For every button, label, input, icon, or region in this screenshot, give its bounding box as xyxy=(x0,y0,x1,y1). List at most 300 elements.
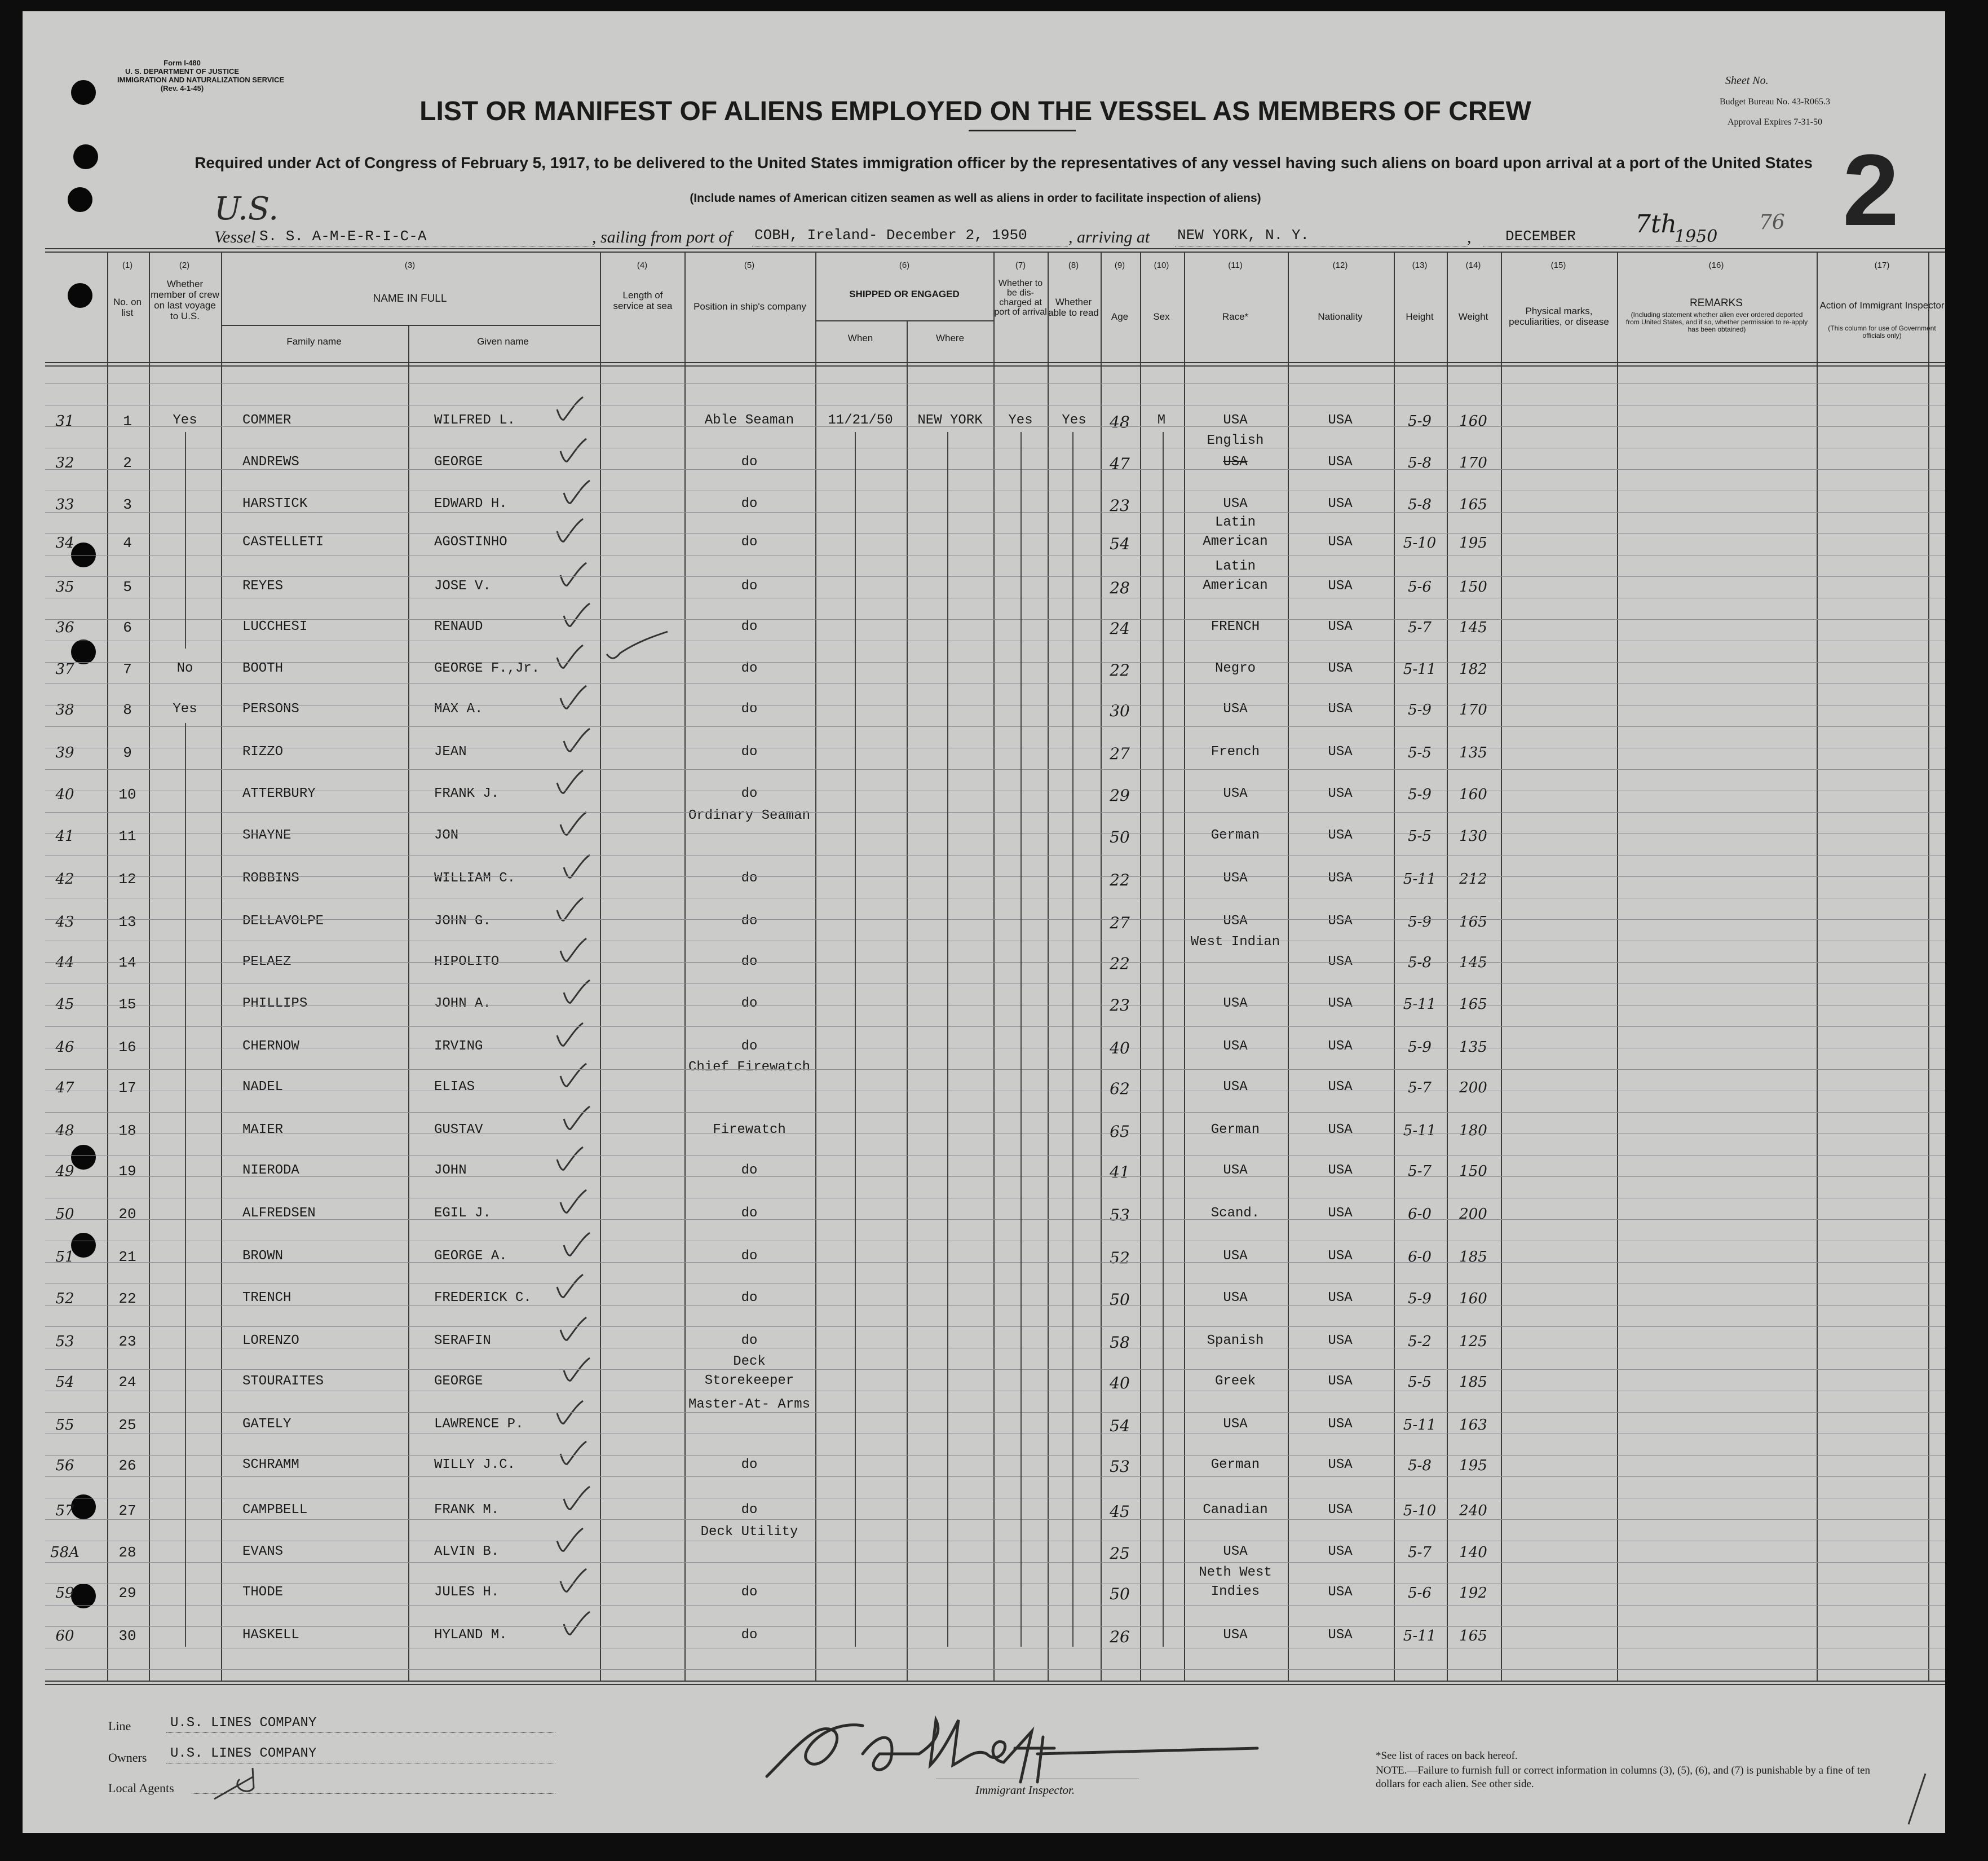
penalty-note: NOTE.—Failure to furnish full or correct information in columns (3), (5), (6), and (7) is punishable by a fine of ten dollars for each alien. See other side. xyxy=(1376,1765,1870,1790)
check-mark xyxy=(553,515,586,549)
height: 5-11 xyxy=(1403,1628,1437,1644)
grid-vline xyxy=(1394,252,1395,1681)
owners-value: U.S. LINES COMPANY xyxy=(170,1746,317,1761)
position: Deck Storekeeper xyxy=(704,1354,794,1388)
line-number: 34 xyxy=(55,535,74,552)
race: Canadian xyxy=(1203,1502,1268,1518)
age: 29 xyxy=(1110,786,1130,805)
given-name: JON xyxy=(434,828,459,843)
position: do xyxy=(741,1290,758,1306)
col-header-age: Age xyxy=(1111,311,1129,322)
line-number: 44 xyxy=(55,954,74,971)
list-number: 1 xyxy=(123,413,132,430)
height: 5-7 xyxy=(1408,1544,1432,1561)
position: Deck Utility xyxy=(700,1524,798,1540)
family-name: ATTERBURY xyxy=(242,786,316,801)
sheet-label: Sheet No. xyxy=(1725,74,1769,87)
list-number: 8 xyxy=(123,702,132,718)
weight: 130 xyxy=(1459,828,1487,845)
requirement-text: Required under Act of Congress of February 5, 1917, to be delivered to the United States immigration officer by the representatives of any vessel having such aliens on board upon arrival at a port of the United States xyxy=(195,154,1813,171)
grid-hline xyxy=(45,1455,1945,1456)
inspector-label: Immigrant Inspector. xyxy=(975,1783,1075,1797)
age: 58 xyxy=(1110,1333,1130,1352)
position: do xyxy=(741,535,758,550)
check-mark xyxy=(559,1483,593,1517)
list-number: 18 xyxy=(118,1122,136,1139)
given-name: JOHN xyxy=(434,1163,467,1178)
list-number: 3 xyxy=(123,496,132,513)
position: do xyxy=(741,1163,758,1178)
given-name: GEORGE F.,Jr. xyxy=(434,661,540,676)
title-underline xyxy=(969,130,1076,131)
grid-vline xyxy=(1101,252,1102,1681)
age: 23 xyxy=(1110,996,1130,1015)
grid-hline xyxy=(45,1681,1945,1682)
nationality: USA xyxy=(1328,1457,1353,1472)
ditto-line xyxy=(1020,432,1022,1647)
form-department: U. S. DEPARTMENT OF JUSTICE xyxy=(125,67,239,76)
list-number: 4 xyxy=(123,535,132,552)
ditto-line xyxy=(185,723,186,1647)
grid-hline xyxy=(45,1562,1945,1563)
col-num-17: (17) xyxy=(1874,261,1890,270)
grid-hline xyxy=(45,365,1945,367)
date-year: 1950 xyxy=(1675,227,1718,246)
list-number: 6 xyxy=(123,619,132,636)
last-voyage: Yes xyxy=(173,413,197,428)
race: USA xyxy=(1223,1079,1248,1095)
given-name: LAWRENCE P. xyxy=(434,1417,524,1432)
height: 5-7 xyxy=(1408,619,1432,636)
manifest-sheet xyxy=(23,11,1945,1833)
weight: 160 xyxy=(1459,1290,1487,1307)
height: 5-11 xyxy=(1403,1122,1437,1139)
weight: 200 xyxy=(1459,1206,1487,1223)
line-number: 49 xyxy=(55,1163,74,1180)
height: 5-9 xyxy=(1408,914,1432,930)
agent-scribble xyxy=(209,1765,276,1805)
nationality: USA xyxy=(1328,1628,1353,1643)
race: USA xyxy=(1223,914,1248,929)
handwritten-us: U.S. xyxy=(214,191,279,227)
vessel-label: Vessel xyxy=(214,228,256,246)
height: 5-8 xyxy=(1408,954,1432,971)
line-number: 48 xyxy=(55,1122,74,1139)
weight: 163 xyxy=(1459,1417,1487,1434)
age: 50 xyxy=(1110,1290,1130,1309)
weight: 185 xyxy=(1459,1374,1487,1391)
check-mark xyxy=(553,1144,586,1178)
weight: 195 xyxy=(1459,535,1487,552)
position: do xyxy=(741,455,758,470)
age: 54 xyxy=(1110,535,1130,553)
position: do xyxy=(741,914,758,929)
given-name: JOHN G. xyxy=(434,914,491,929)
nationality: USA xyxy=(1328,744,1353,760)
weight: 192 xyxy=(1459,1585,1487,1602)
list-number: 28 xyxy=(118,1544,136,1561)
col-header-where: Where xyxy=(935,333,965,343)
given-name: GUSTAV xyxy=(434,1122,483,1137)
nationality: USA xyxy=(1328,1249,1353,1264)
grid-hline xyxy=(45,1262,1945,1263)
nationality: USA xyxy=(1328,996,1353,1011)
grid-hline xyxy=(45,812,1945,813)
col-header-name: NAME IN FULL xyxy=(373,293,447,305)
grid-hline xyxy=(45,1626,1945,1627)
family-name: LORENZO xyxy=(242,1333,299,1348)
age: 22 xyxy=(1110,661,1130,680)
col-header-height: Height xyxy=(1406,311,1434,322)
line-number: 46 xyxy=(55,1039,74,1056)
position: do xyxy=(741,619,758,634)
nationality: USA xyxy=(1328,1039,1353,1054)
list-number: 17 xyxy=(118,1079,136,1096)
line-number: 52 xyxy=(55,1290,74,1307)
race: Scand. xyxy=(1211,1206,1260,1221)
height: 5-11 xyxy=(1403,871,1437,888)
race: USA xyxy=(1223,1544,1248,1559)
nationality: USA xyxy=(1328,871,1353,886)
col-num-13: (13) xyxy=(1412,261,1428,270)
line-number: 53 xyxy=(55,1333,74,1350)
given-name: ALVIN B. xyxy=(434,1544,500,1559)
grid-vline xyxy=(221,252,222,1681)
race: USA xyxy=(1223,1249,1248,1264)
races-note: *See list of races on back hereof. xyxy=(1376,1750,1518,1762)
position: do xyxy=(741,954,758,969)
weight: 165 xyxy=(1459,914,1487,930)
line-number: 60 xyxy=(55,1628,74,1644)
family-name: EVANS xyxy=(242,1544,284,1559)
weight: 165 xyxy=(1459,996,1487,1013)
check-mark xyxy=(559,1608,593,1642)
height: 5-5 xyxy=(1408,828,1432,845)
col-num-5: (5) xyxy=(744,261,755,270)
height: 5-8 xyxy=(1408,455,1432,471)
height: 5-9 xyxy=(1408,413,1432,430)
position: do xyxy=(741,744,758,760)
form-number: Form I-480 xyxy=(164,59,201,67)
position: Able Seaman xyxy=(704,413,794,428)
list-number: 14 xyxy=(118,954,136,971)
line-number: 56 xyxy=(55,1457,74,1474)
line-number: 35 xyxy=(55,579,74,596)
line-number: 59 xyxy=(55,1585,74,1602)
age: 47 xyxy=(1110,455,1130,473)
position: do xyxy=(741,786,758,801)
age: 53 xyxy=(1110,1206,1130,1224)
col-num-11: (11) xyxy=(1228,261,1243,270)
list-number: 25 xyxy=(118,1417,136,1434)
nationality: USA xyxy=(1328,413,1353,428)
col-header-shipped: SHIPPED OR ENGAGED xyxy=(849,289,960,299)
col-num-3: (3) xyxy=(404,261,416,270)
age: 27 xyxy=(1110,744,1130,763)
list-number: 22 xyxy=(118,1290,136,1307)
line-number: 45 xyxy=(55,996,74,1013)
check-mark xyxy=(556,682,590,716)
nationality: USA xyxy=(1328,1544,1353,1559)
given-name: IRVING xyxy=(434,1039,483,1054)
ditto-line xyxy=(185,432,186,649)
list-number: 10 xyxy=(118,786,136,803)
position: do xyxy=(741,1333,758,1348)
family-name: ROBBINS xyxy=(242,871,299,886)
height: 5-9 xyxy=(1408,1039,1432,1056)
age: 48 xyxy=(1110,413,1130,431)
family-name: HASKELL xyxy=(242,1628,299,1643)
col-header-when: When xyxy=(847,333,873,343)
race: Latin American xyxy=(1203,515,1268,549)
nationality: USA xyxy=(1328,1290,1353,1306)
weight: 170 xyxy=(1459,455,1487,471)
weight: 240 xyxy=(1459,1502,1487,1519)
weight: 165 xyxy=(1459,496,1487,513)
col-header-family-name: Family name xyxy=(286,336,342,347)
grid-hline xyxy=(45,1369,1945,1370)
position: do xyxy=(741,1585,758,1600)
grid-vline xyxy=(684,252,686,1681)
grid-hline xyxy=(45,469,1945,470)
race: Neth West Indies xyxy=(1199,1565,1272,1599)
family-name: ALFREDSEN xyxy=(242,1206,316,1221)
corner-mark xyxy=(1900,1771,1934,1827)
grid-vline xyxy=(600,252,601,1681)
weight: 145 xyxy=(1459,619,1487,636)
nationality: USA xyxy=(1328,1079,1353,1095)
check-mark xyxy=(553,394,586,427)
discharged: Yes xyxy=(1008,413,1033,428)
date-day: 7th xyxy=(1635,210,1677,239)
col-header-inspector-note: (This column for use of Government officials only) xyxy=(1828,324,1936,339)
col-num-10: (10) xyxy=(1154,261,1169,270)
grid-vline xyxy=(815,252,816,1681)
race: USA xyxy=(1223,1290,1248,1306)
list-number: 11 xyxy=(118,828,136,845)
comma-separator: , xyxy=(1467,228,1472,246)
family-name: SCHRAMM xyxy=(242,1457,299,1472)
grid-hline xyxy=(45,769,1945,770)
family-name: REYES xyxy=(242,579,284,594)
race: French xyxy=(1211,744,1260,760)
grid-hline xyxy=(45,252,1945,253)
list-number: 5 xyxy=(123,579,132,596)
family-name: CHERNOW xyxy=(242,1039,299,1054)
height: 5-8 xyxy=(1408,496,1432,513)
grid-hline xyxy=(45,1684,1945,1685)
family-name: THODE xyxy=(242,1585,284,1600)
col-header-length-service: Length of service at sea xyxy=(613,290,673,311)
family-name: MAIER xyxy=(242,1122,284,1137)
grid-vline xyxy=(1048,252,1049,1681)
check-mark xyxy=(559,1229,593,1263)
given-name: JOHN A. xyxy=(434,996,491,1011)
line-underline xyxy=(166,1732,555,1733)
check-mark xyxy=(556,809,590,843)
given-name: HIPOLITO xyxy=(434,954,500,969)
list-number: 26 xyxy=(118,1457,136,1474)
grid-hline xyxy=(45,726,1945,727)
col-header-race: Race* xyxy=(1222,311,1249,322)
line-number: 36 xyxy=(55,619,74,636)
line-number: 58A xyxy=(50,1544,79,1561)
weight: 195 xyxy=(1459,1457,1487,1474)
list-number: 7 xyxy=(123,661,132,678)
given-name: GEORGE A. xyxy=(434,1249,507,1264)
include-note: (Include names of American citizen seamen as well as aliens in order to facilitate inspection of aliens) xyxy=(690,192,1261,205)
line-number: 33 xyxy=(55,496,74,513)
weight: 200 xyxy=(1459,1079,1487,1096)
list-number: 29 xyxy=(118,1585,136,1602)
age: 22 xyxy=(1110,954,1130,973)
vessel-name: S. S. A-M-E-R-I-C-A xyxy=(259,228,427,245)
grid-hline xyxy=(45,362,1945,363)
age: 23 xyxy=(1110,496,1130,515)
list-number: 9 xyxy=(123,744,132,761)
race: USA xyxy=(1223,702,1248,717)
height: 5-11 xyxy=(1403,1417,1437,1434)
height: 5-9 xyxy=(1408,786,1432,803)
position: Chief Firewatch xyxy=(688,1060,811,1075)
age: 30 xyxy=(1110,702,1130,720)
family-name: RIZZO xyxy=(242,744,284,760)
check-mark xyxy=(559,477,593,511)
list-number: 12 xyxy=(118,871,136,888)
line-number: 50 xyxy=(55,1206,74,1223)
col-header-discharged: Whether to be dis-charged at port of arrival xyxy=(994,279,1047,317)
col-header-remarks-note: (Including statement whether alien ever ordered deported from United States, and if so, whether permission to re-apply has been obtained) xyxy=(1625,311,1808,333)
line-label: Line xyxy=(108,1719,131,1733)
nationality: USA xyxy=(1328,914,1353,929)
given-name: GEORGE xyxy=(434,455,483,470)
given-name: JEAN xyxy=(434,744,467,760)
grid-vline xyxy=(1817,252,1818,1681)
line-number: 57 xyxy=(55,1502,74,1519)
nationality: USA xyxy=(1328,619,1353,634)
grid-hline xyxy=(45,426,1945,427)
position: do xyxy=(741,1502,758,1518)
list-number: 15 xyxy=(118,996,136,1013)
grid-hline xyxy=(45,662,1945,663)
weight: 212 xyxy=(1459,871,1487,888)
last-voyage: No xyxy=(176,661,193,676)
nationality: USA xyxy=(1328,702,1353,717)
check-mark xyxy=(553,1397,586,1431)
able-to-read: Yes xyxy=(1062,413,1086,428)
age: 40 xyxy=(1110,1039,1130,1057)
col-num-4: (4) xyxy=(637,261,648,270)
race: USA xyxy=(1223,413,1248,428)
age: 22 xyxy=(1110,871,1130,889)
check-mark xyxy=(553,1525,586,1559)
family-name: NADEL xyxy=(242,1079,284,1095)
weight: 180 xyxy=(1459,1122,1487,1139)
position: Firewatch xyxy=(713,1122,786,1137)
race: USA xyxy=(1223,496,1248,511)
date-month: DECEMBER xyxy=(1505,228,1576,245)
grid-vline xyxy=(1447,252,1448,1681)
check-mark xyxy=(603,628,671,662)
race: Greek xyxy=(1214,1374,1256,1389)
nationality: USA xyxy=(1328,535,1353,550)
col-num-9: (9) xyxy=(1114,261,1125,270)
height: 5-6 xyxy=(1408,1585,1432,1602)
line-number: 42 xyxy=(55,871,74,888)
weight: 170 xyxy=(1459,702,1487,718)
line-number: 47 xyxy=(55,1079,74,1096)
sailing-port: COBH, Ireland- December 2, 1950 xyxy=(754,227,1027,244)
ditto-line xyxy=(1072,432,1073,1647)
check-mark xyxy=(556,1187,590,1220)
given-name: SERAFIN xyxy=(434,1333,491,1348)
race-struck: USA xyxy=(1223,455,1248,470)
nationality: USA xyxy=(1328,786,1353,801)
weight: 150 xyxy=(1459,579,1487,596)
owners-label: Owners xyxy=(108,1750,147,1765)
check-mark xyxy=(553,642,586,676)
agents-label: Local Agents xyxy=(108,1781,174,1795)
weight: 150 xyxy=(1459,1163,1487,1180)
weight: 135 xyxy=(1459,744,1487,761)
col-num-6: (6) xyxy=(899,261,910,270)
col-num-2: (2) xyxy=(179,261,190,270)
height: 6-0 xyxy=(1408,1206,1432,1223)
nationality: USA xyxy=(1328,661,1353,676)
last-voyage: Yes xyxy=(173,702,197,717)
nationality: USA xyxy=(1328,954,1353,969)
form-revision: (Rev. 4-1-45) xyxy=(160,84,204,92)
grid-hline xyxy=(45,1476,1945,1477)
grid-hline xyxy=(45,512,1945,513)
age: 54 xyxy=(1110,1417,1130,1435)
family-name: PELAEZ xyxy=(242,954,291,969)
height: 5-7 xyxy=(1408,1079,1432,1096)
line-number: 51 xyxy=(55,1249,74,1265)
col-header-given-name: Given name xyxy=(477,336,529,347)
list-number: 27 xyxy=(118,1502,136,1519)
punch-hole xyxy=(68,283,92,308)
weight: 140 xyxy=(1459,1544,1487,1561)
nationality: USA xyxy=(1328,455,1353,470)
weight: 160 xyxy=(1459,786,1487,803)
height: 5-10 xyxy=(1403,1502,1437,1519)
family-name: LUCCHESI xyxy=(242,619,308,634)
grid-vline xyxy=(149,252,150,1681)
family-name: PERSONS xyxy=(242,702,299,717)
race: Latin American xyxy=(1203,559,1268,593)
check-mark xyxy=(556,435,590,469)
position: do xyxy=(741,702,758,717)
sailing-label: , sailing from port of xyxy=(592,228,732,246)
family-name: NIERODA xyxy=(242,1163,299,1178)
check-mark xyxy=(553,1020,586,1053)
check-mark xyxy=(556,1565,590,1599)
grid-hline xyxy=(45,1605,1945,1606)
check-mark xyxy=(559,725,593,759)
race: German xyxy=(1211,1122,1260,1137)
race: Spanish xyxy=(1207,1333,1264,1348)
age: 62 xyxy=(1110,1079,1130,1098)
nationality: USA xyxy=(1328,1333,1353,1348)
col-header-remarks: REMARKS xyxy=(1690,297,1743,309)
line-number: 39 xyxy=(55,744,74,761)
given-name: FRANK M. xyxy=(434,1502,500,1518)
nationality: USA xyxy=(1328,579,1353,594)
weight: 165 xyxy=(1459,1628,1487,1644)
punch-hole xyxy=(73,144,98,169)
race: German xyxy=(1211,1457,1260,1472)
